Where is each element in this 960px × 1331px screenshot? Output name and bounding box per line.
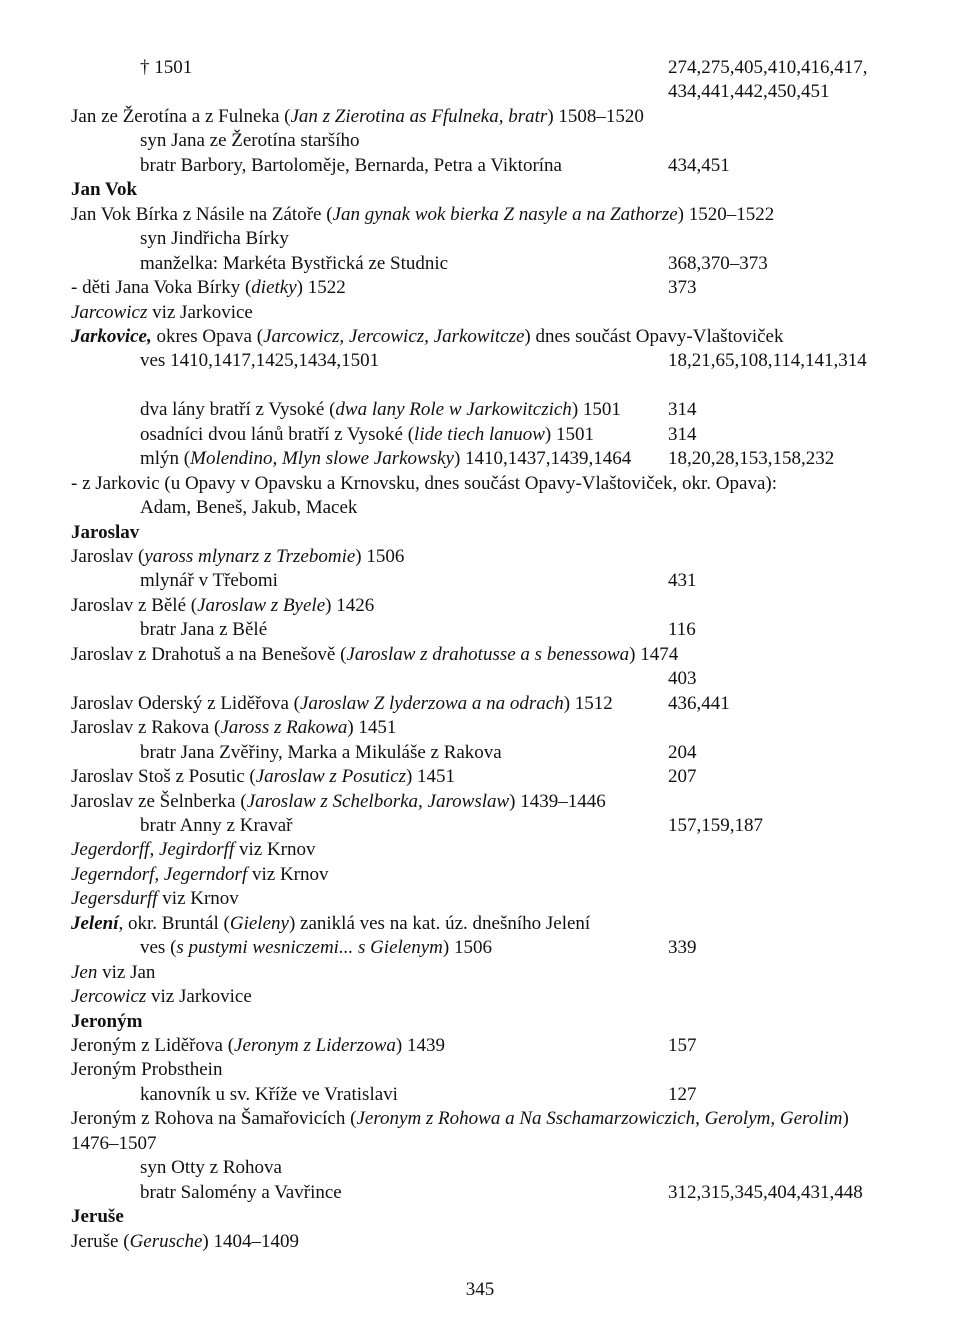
entry-text <box>71 887 239 911</box>
entry-segment: ) 1426 <box>325 594 375 616</box>
entry-text <box>71 716 396 740</box>
index-line <box>0 765 960 789</box>
entry-variant: lide tiech lanuow <box>414 423 545 445</box>
page-references: 157,159,187 <box>668 814 763 836</box>
entry-text <box>140 56 192 80</box>
entry-segment: Jaroslav ze Šelnberka ( <box>71 790 247 812</box>
page-references: 436,441 <box>668 692 730 714</box>
entry-text <box>71 1107 849 1131</box>
entry-segment: bratr Barbory, Bartoloměje, Bernarda, Petra a Viktorína <box>140 154 562 176</box>
page-references: 373 <box>668 277 697 299</box>
index-line <box>0 276 960 300</box>
entry-segment: 1476–1507 <box>71 1132 157 1154</box>
entry-segment: ) <box>842 1108 849 1130</box>
entry-segment: Jan Vok Bírka z Násile na Zátoře ( <box>71 203 333 225</box>
entry-segment: ) 1520–1522 <box>677 203 775 225</box>
entry-variant: Jaroslaw z Byele <box>197 594 326 616</box>
entry-text <box>71 594 374 618</box>
entry-segment: viz Jarkovice <box>146 986 252 1008</box>
index-line <box>0 472 960 496</box>
page-number: 345 <box>465 1279 495 1300</box>
entry-text <box>140 129 359 153</box>
entry-text <box>140 252 448 276</box>
index-line <box>0 985 960 1009</box>
entry-text <box>71 301 253 325</box>
entry-text <box>71 863 329 887</box>
index-line <box>0 790 960 814</box>
index-line <box>0 521 960 545</box>
index-line <box>0 1156 960 1180</box>
page-references: 116 <box>668 619 696 641</box>
entry-segment: viz Jan <box>97 961 156 983</box>
entry-segment: ) 1404–1409 <box>202 1230 299 1252</box>
index-line <box>0 423 960 447</box>
index-line <box>0 692 960 716</box>
entry-text <box>71 765 455 789</box>
entry-segment: Jaroslav z Drahotuš a na Benešově ( <box>71 643 347 665</box>
index-line <box>0 129 960 153</box>
entry-segment: ) 1512 <box>563 692 613 714</box>
entry-text <box>71 838 316 862</box>
entry-variant: Gerusche <box>129 1230 203 1252</box>
index-line <box>0 154 960 178</box>
index-line <box>0 1205 960 1229</box>
entry-text <box>71 961 155 985</box>
entry-variant: Jen <box>71 961 98 983</box>
page-references: 157 <box>668 1035 697 1056</box>
entry-segment: ) 1501 <box>544 423 594 445</box>
entry-text <box>71 912 590 936</box>
index-line <box>0 618 960 642</box>
entry-text <box>71 985 252 1009</box>
entry-variant: Gieleny <box>229 912 289 934</box>
entry-heading: Jelení <box>71 912 119 934</box>
entry-segment: dva lány bratří z Vysoké ( <box>140 399 336 421</box>
entry-segment: ) 1451 <box>405 766 456 788</box>
entry-text <box>71 692 613 716</box>
entry-variant: Jarcowicz, Jercowicz, Jarkowitcze <box>263 325 525 347</box>
entry-heading: Jeruše <box>71 1206 124 1228</box>
entry-variant: Jaroslaw z drahotusse a s benessowa <box>346 643 630 665</box>
entry-text <box>71 521 139 545</box>
entry-variant: Jarcowicz <box>71 301 148 323</box>
index-line <box>0 814 960 838</box>
entry-segment: ) 1451 <box>347 717 397 739</box>
entry-segment: Jaroslav Oderský z Liděřova ( <box>71 692 300 714</box>
page-references: 403 <box>668 668 697 690</box>
entry-text <box>140 398 621 422</box>
page-references: 204 <box>668 741 697 763</box>
page-references: 274,275,405,410,416,417, <box>668 57 868 78</box>
index-line <box>0 1132 960 1156</box>
entry-segment: ) 1474 <box>629 643 679 665</box>
index-line <box>0 1230 960 1254</box>
entry-variant: Jeronym z Rohowa a Na Sschamarzowiczich, Gerolym, Gerolim <box>356 1108 843 1130</box>
entry-variant: Jan gynak wok bierka Z nasyle a na Zathorze <box>332 203 678 225</box>
entry-text <box>71 276 346 300</box>
index-line <box>0 178 960 202</box>
index-line <box>0 227 960 251</box>
index-line <box>0 569 960 593</box>
index-line <box>0 496 960 520</box>
entry-variant: dietky <box>251 277 297 299</box>
page-references: 314 <box>668 423 697 445</box>
index-line <box>0 912 960 936</box>
entry-heading: Jaroslav <box>71 521 140 543</box>
index-line <box>0 398 960 422</box>
index-line <box>0 1034 960 1058</box>
entry-text <box>140 1156 282 1180</box>
entry-text <box>140 814 292 838</box>
entry-segment: kanovník u sv. Kříže ve Vratislavi <box>140 1083 398 1105</box>
index-line <box>0 545 960 569</box>
entry-text <box>140 936 492 960</box>
index-line <box>0 716 960 740</box>
page-references: 368,370–373 <box>668 252 768 274</box>
entry-variant: Jaroslaw Z lyderzowa a na odrach <box>299 692 564 714</box>
entry-text <box>140 447 631 471</box>
entry-segment: Jeroným z Rohova na Šamařovicích ( <box>71 1108 357 1130</box>
entry-segment: ves 1410,1417,1425,1434,1501 <box>140 350 380 372</box>
index-line <box>0 105 960 129</box>
entry-text <box>140 1083 398 1107</box>
entry-text <box>71 472 777 496</box>
entry-text <box>140 741 502 765</box>
entry-variant: Jaross z Rakowa <box>220 717 348 739</box>
entry-variant: Jegerdorff, Jegirdorff <box>71 839 235 861</box>
page-references: 312,315,345,404,431,448 <box>668 1181 863 1203</box>
entry-segment: Jaroslav z Bělé ( <box>71 594 198 616</box>
entry-heading: Jan Vok <box>71 179 138 201</box>
entry-segment: viz Krnov <box>234 839 316 861</box>
entry-variant: Jaroslaw z Posuticz <box>255 766 406 788</box>
entry-segment: Jaroslav ( <box>71 546 145 567</box>
index-line <box>0 887 960 911</box>
entry-segment: † 1501 <box>140 57 193 78</box>
page-references: 434,451 <box>668 154 730 176</box>
index-line <box>0 301 960 325</box>
entry-text <box>140 423 594 447</box>
entry-text <box>71 325 784 349</box>
entry-segment: okres Opava ( <box>151 325 264 347</box>
entry-segment: , okr. Bruntál ( <box>118 912 230 934</box>
entry-segment: ) 1410,1437,1439,1464 <box>453 448 632 470</box>
index-line <box>0 325 960 349</box>
entry-variant: s pustymi wesniczemi... s Gielenym <box>176 937 443 959</box>
entry-segment: osadníci dvou lánů bratří z Vysoké ( <box>140 423 415 445</box>
entry-variant: Jercowicz <box>71 986 147 1008</box>
entry-text <box>140 154 562 178</box>
entry-segment: syn Otty z Rohova <box>140 1157 282 1179</box>
entry-segment: viz Krnov <box>247 863 329 885</box>
entry-segment: bratr Salomény a Vavřince <box>140 1181 342 1203</box>
entry-segment: Jeroným z Liděřova ( <box>71 1035 235 1056</box>
index-line <box>0 838 960 862</box>
entry-segment: ) 1522 <box>296 277 346 299</box>
entry-variant: Molendino, Mlyn slowe Jarkowsky <box>190 448 454 470</box>
entry-segment: Jeruše ( <box>71 1230 130 1252</box>
index-line <box>0 667 960 691</box>
entry-segment: Adam, Beneš, Jakub, Macek <box>140 497 358 519</box>
entry-segment: ) 1439–1446 <box>509 790 606 812</box>
entry-segment: syn Jindřicha Bírky <box>140 228 289 250</box>
entry-text <box>71 1205 124 1229</box>
entry-text <box>71 790 606 814</box>
entry-text <box>71 1230 299 1254</box>
entry-heading: Jarkovice, <box>71 325 152 347</box>
entry-text <box>71 105 644 129</box>
entry-segment: Jaroslav Stoš z Posutic ( <box>71 766 256 788</box>
entry-text <box>71 1034 445 1058</box>
entry-segment: syn Jana ze Žerotína staršího <box>140 130 360 152</box>
entry-variant: Jeronym z Liderzowa <box>234 1035 396 1056</box>
page-references: 431 <box>668 570 697 592</box>
entry-variant: Jan z Zierotina as Ffulneka, bratr <box>290 105 548 127</box>
entry-segment: ves ( <box>140 937 177 959</box>
index-line <box>0 961 960 985</box>
entry-text <box>140 1181 342 1205</box>
entry-segment: ) zaniklá ves na kat. úz. dnešního Jelení <box>288 912 591 934</box>
index-line <box>0 374 960 398</box>
index-line <box>0 80 960 104</box>
entry-segment: mlynář v Třebomi <box>140 570 278 592</box>
entry-text <box>140 618 267 642</box>
index-line <box>0 56 960 80</box>
index-line <box>0 1010 960 1034</box>
entry-text <box>140 349 379 373</box>
index-line <box>0 447 960 471</box>
page-references: 339 <box>668 937 697 959</box>
index-line <box>0 203 960 227</box>
entry-text <box>71 178 137 202</box>
index-line <box>0 1181 960 1205</box>
page-references: 18,20,28,153,158,232 <box>668 448 835 470</box>
entry-variant: Jegerndorf, Jegerndorf <box>71 863 248 885</box>
entry-heading: Jeroným <box>71 1010 143 1032</box>
index-line <box>0 643 960 667</box>
page-references: 127 <box>668 1083 697 1105</box>
entry-segment: Jan ze Žerotína a z Fulneka ( <box>71 105 291 127</box>
page-references: 207 <box>668 766 697 788</box>
index-line <box>0 1083 960 1107</box>
entry-text <box>71 545 404 569</box>
index-line <box>0 1058 960 1082</box>
entry-text <box>140 496 357 520</box>
index-line <box>0 252 960 276</box>
entry-variant: Jaroslaw z Schelborka, Jarowslaw <box>246 790 510 812</box>
entry-variant: dwa lany Role w Jarkowitczich <box>335 399 572 421</box>
entry-segment: ) 1506 <box>355 546 405 567</box>
entry-text <box>71 643 678 667</box>
entry-segment: - z Jarkovic (u Opavy v Opavsku a Krnovsku, dnes součást Opavy-Vlaštoviček, okr. Opava): <box>71 472 777 494</box>
entry-segment: mlýn ( <box>140 448 191 470</box>
page-references: 18,21,65,108,114,141,314 <box>668 350 867 372</box>
index-line <box>0 1107 960 1131</box>
index-line <box>0 936 960 960</box>
entry-segment: viz Jarkovice <box>147 301 253 323</box>
index-line <box>0 741 960 765</box>
entry-text <box>71 1132 157 1156</box>
entry-segment: Jeroným Probsthein <box>71 1059 223 1081</box>
entry-variant: Jegersdurff <box>71 888 158 910</box>
entry-segment: ) 1508–1520 <box>547 105 644 127</box>
entry-text <box>71 203 774 227</box>
entry-text <box>140 227 289 251</box>
entry-segment: bratr Jana Zvěřiny, Marka a Mikuláše z Rakova <box>140 741 502 763</box>
entry-variant: yaross mlynarz z Trzebomie <box>144 546 356 567</box>
entry-segment: bratr Anny z Kravař <box>140 814 293 836</box>
page-references: 314 <box>668 399 697 421</box>
entry-segment: ) dnes součást Opavy-Vlaštoviček <box>524 325 784 347</box>
entry-segment: Jaroslav z Rakova ( <box>71 717 221 739</box>
entry-segment: - děti Jana Voka Bírky ( <box>71 277 252 299</box>
entry-segment: ) 1506 <box>442 937 492 959</box>
page-references: 434,441,442,450,451 <box>668 81 830 103</box>
entry-text <box>140 569 278 593</box>
entry-text <box>71 1058 222 1082</box>
index-line <box>0 594 960 618</box>
entry-text <box>71 1010 142 1034</box>
entry-segment: ) 1439 <box>395 1035 445 1056</box>
index-line <box>0 349 960 373</box>
entry-segment: ) 1501 <box>571 399 621 421</box>
entry-segment: viz Krnov <box>157 888 239 910</box>
entry-segment: manželka: Markéta Bystřická ze Studnic <box>140 252 449 274</box>
index-line <box>0 863 960 887</box>
entry-segment: bratr Jana z Bělé <box>140 619 268 641</box>
